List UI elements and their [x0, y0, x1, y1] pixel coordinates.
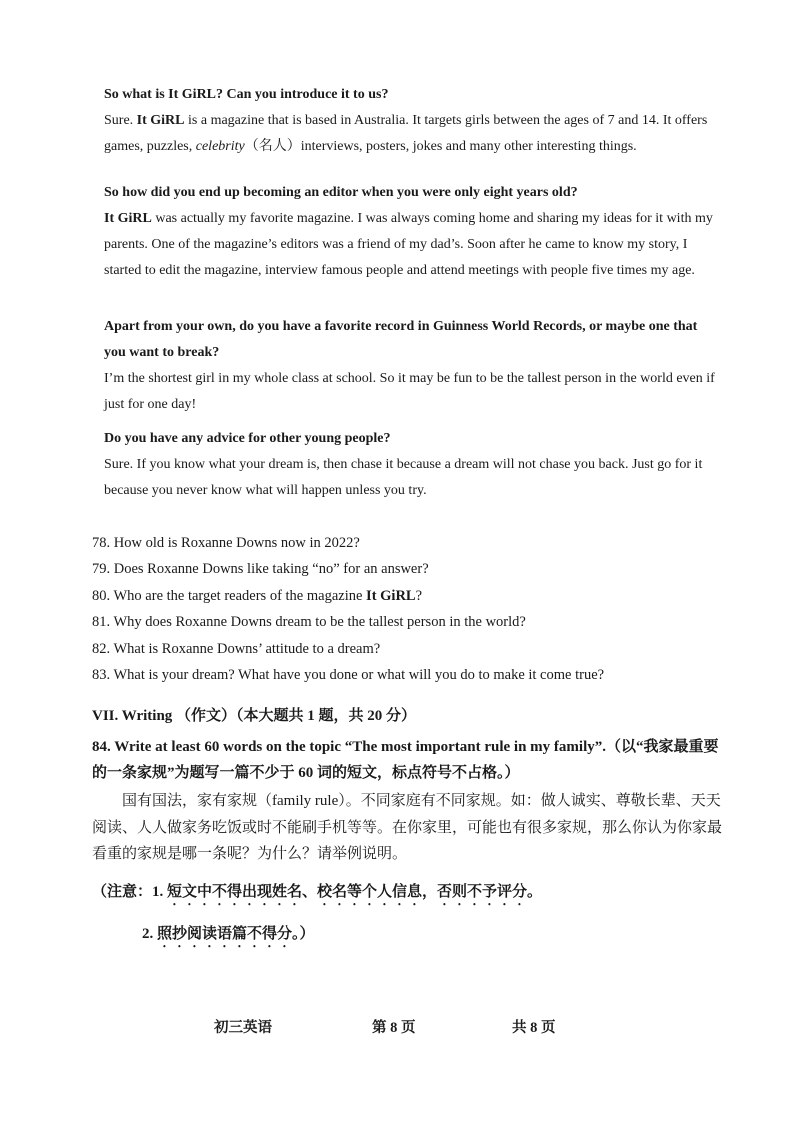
interview-answer: I’m the shortest girl in my whole class at school. So it may be fun to be the tallest person in the world even if just for one day! — [104, 371, 715, 412]
question-80: 80. Who are the target readers of the magazine It GiRL? — [92, 587, 423, 604]
question-83: 83. What is your dream? What have you done or what will you do to make it come true? — [92, 667, 605, 684]
interview-question: Apart from your own, do you have a favorite record in Guinness World Records, or maybe one that you want to break? — [104, 319, 698, 360]
interview-block-1 — [104, 82, 722, 160]
question-78: 78. How old is Roxanne Downs now in 2022? — [92, 535, 360, 551]
note-2: 2. 照抄阅读语篇不得分。） — [142, 926, 315, 942]
writing-topic: 84. Write at least 60 words on the topic “The most important rule in my family”.（以“我家最重要的一条家规”为题写一篇不少于 60 词的短文，标点符号不占格。） — [92, 739, 719, 781]
interview-question: So how did you end up becoming an editor when you were only eight years old? — [104, 185, 578, 200]
interview-answer: Sure. It GiRL is a magazine that is based in Australia. It targets girls between the ages of 7 and 14. It offers games, puzzles, celebrity（名人）interviews, posters, jokes and many other interesting things. — [104, 113, 708, 154]
interview-block-3 — [104, 314, 722, 418]
footer-page-number: 第 8 页 — [372, 1020, 416, 1036]
interview-block-4 — [104, 426, 722, 504]
question-82: 82. What is Roxanne Downs’ attitude to a dream? — [92, 640, 381, 657]
interview-question: Do you have any advice for other young people? — [104, 431, 391, 446]
writing-section-heading: VII. Writing （作文）（本大题共 1 题，共 20 分） — [92, 708, 417, 724]
comprehension-questions — [92, 530, 732, 688]
question-81: 81. Why does Roxanne Downs dream to be the tallest person in the world? — [92, 614, 526, 631]
note-1: （注意：1. 短文中不得出现姓名、校名等个人信息，否则不予评分。 — [92, 884, 543, 900]
interview-block-2 — [104, 180, 722, 284]
footer-total-pages: 共 8 页 — [512, 1020, 556, 1036]
writing-instructions: 国有国法，家有家规（family rule）。不同家庭有不同家规。如：做人诚实、尊敬长辈、天天阅读、人人做家务吃饭或时不能刷手机等等。在你家里，可能也有很多家规，那么你认为你家最看重的家规是哪一条呢？为什么？请举例说明。 — [92, 793, 723, 862]
interview-answer: Sure. If you know what your dream is, then chase it because a dream will not chase you back. Just go for it because you never know what will happen unless you try. — [104, 457, 703, 498]
question-79: 79. Does Roxanne Downs like taking “no” for an answer? — [92, 561, 429, 578]
footer-subject: 初三英语 — [214, 1020, 272, 1036]
interview-question: So what is It GiRL? Can you introduce it to us? — [104, 87, 389, 102]
interview-answer: It GiRL was actually my favorite magazine. I was always coming home and sharing my ideas for it with my parents. One of the magazine’s editors was a friend of my dad’s. Soon after he came to know my story, I started to edit the magazine, interview famous people and attend meetings with people five times my age. — [104, 211, 713, 278]
